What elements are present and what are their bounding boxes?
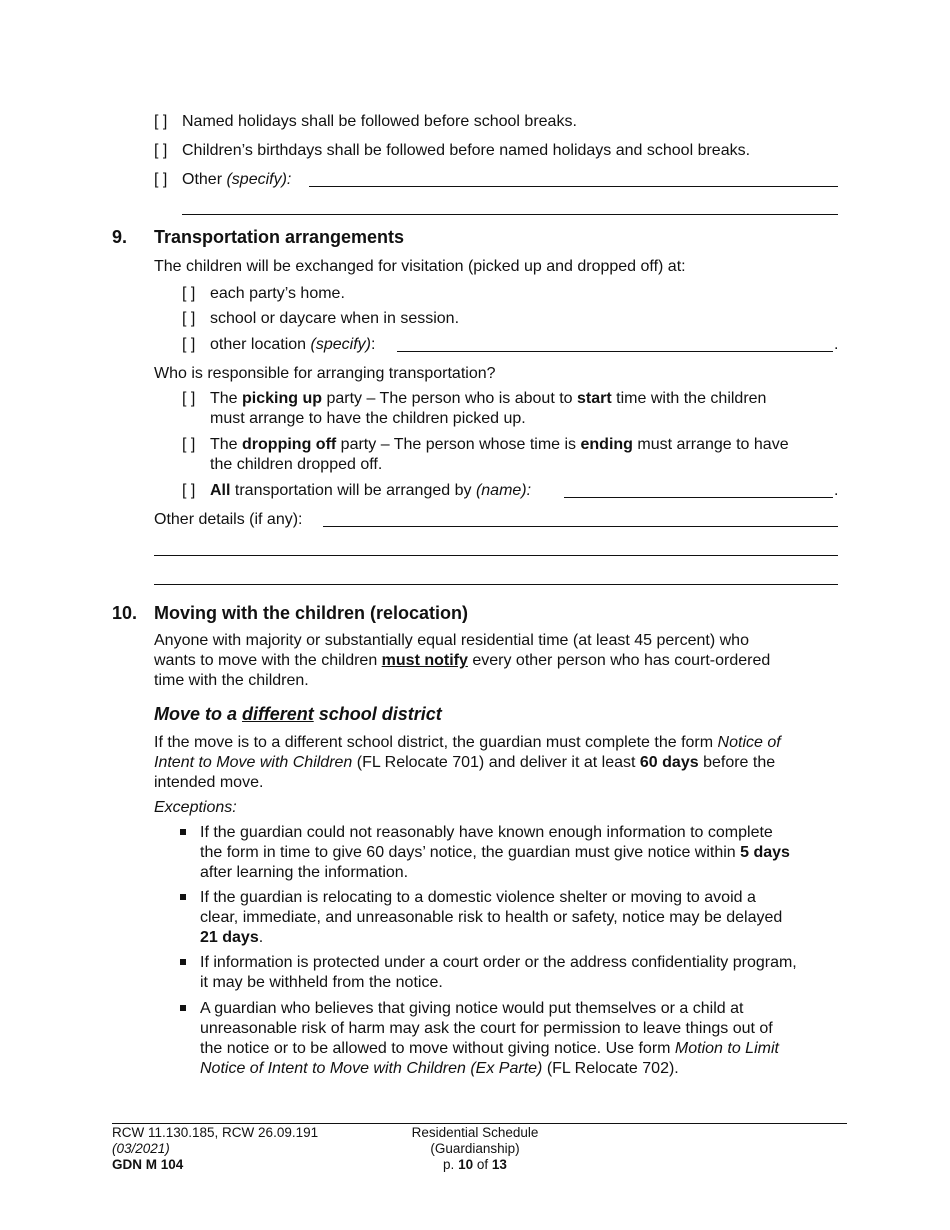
exceptions-label: Exceptions: <box>154 799 237 816</box>
other-specify-line-1[interactable] <box>309 186 838 187</box>
footer-subtitle: (Guardianship) <box>430 1141 520 1156</box>
transport-option-picking-up: [ ] The picking up party – The person who is about to start time with the children must arrange to have the children picked up. <box>182 390 767 427</box>
checkbox[interactable]: [ ] <box>154 113 168 130</box>
footer-title: Residential Schedule <box>411 1125 539 1140</box>
footer-date: (03/2021) <box>112 1141 170 1156</box>
footer-rcw: RCW 11.130.185, RCW 26.09.191 <box>112 1125 319 1140</box>
location-option-home: [ ] each party’s home. <box>182 285 345 302</box>
holiday-option-birthdays: [ ] Children’s birthdays shall be followed before named holidays and school breaks. <box>154 142 751 159</box>
bullet-icon <box>180 894 186 900</box>
footer-left <box>112 1125 318 1173</box>
section-9-title: Transportation arrangements <box>154 227 405 247</box>
section-9-number: 9. <box>112 227 128 247</box>
bullet-icon <box>180 959 186 965</box>
checkbox[interactable]: [ ] <box>182 482 196 499</box>
checkbox[interactable]: [ ] <box>182 310 196 327</box>
footer-page-number: p. 10 of 13 <box>443 1157 507 1172</box>
footer-divider <box>112 1123 847 1124</box>
location-option-school: [ ] school or daycare when in session. <box>182 310 460 327</box>
other-details-line-2[interactable] <box>154 555 838 556</box>
transport-question: Who is responsible for arranging transportation? <box>154 365 496 382</box>
section-10-number: 10. <box>112 603 138 623</box>
checkbox[interactable]: [ ] <box>154 142 168 159</box>
transport-option-all: [ ] All transportation will be arranged by (name): <box>182 482 532 499</box>
transport-option-dropping-off: [ ] The dropping off party – The person whose time is ending must arrange to have the children dropped off. <box>182 436 789 473</box>
period: . <box>834 336 839 353</box>
other-details-line-1[interactable] <box>323 526 838 527</box>
footer-center <box>395 1125 555 1173</box>
exception-item: A guardian who believes that giving notice would put themselves or a child at unreasonable risk of harm may ask the court for permission to leave things out of the notice or to be allowed to move without giving notice. Use form Motion to Limit Notice of Intent to Move with Children (Ex Parte) (FL Relocate 702). <box>200 1000 779 1077</box>
exception-item: If the guardian is relocating to a domestic violence shelter or moving to avoid a clear, immediate, and unreasonable risk to health or safety, notice may be delayed 21 days. <box>200 889 783 946</box>
relocation-intro: Anyone with majority or substantially equal residential time (at least 45 percent) who wants to move with the children must notify every other person who has court-ordered time with the children. <box>154 632 771 689</box>
period: . <box>834 482 839 499</box>
location-option-other: [ ] other location (specify): <box>182 336 376 353</box>
holiday-option-named: [ ] Named holidays shall be followed before school breaks. <box>154 113 577 130</box>
other-location-line[interactable] <box>397 351 833 352</box>
other-specify-line-2[interactable] <box>182 214 838 215</box>
holiday-option-other: [ ] Other (specify): <box>154 171 292 188</box>
section-10-title: Moving with the children (relocation) <box>154 603 469 623</box>
bullet-icon <box>180 1005 186 1011</box>
arranger-name-line[interactable] <box>564 497 833 498</box>
exception-item: If the guardian could not reasonably have known enough information to complete the form in time to give 60 days’ notice, the guardian must give notice within 5 days after learning the information. <box>200 824 790 881</box>
subheading-different-district: Move to a different school district <box>154 704 442 724</box>
checkbox[interactable]: [ ] <box>182 390 196 407</box>
exchange-intro: The children will be exchanged for visitation (picked up and dropped off) at: <box>154 258 686 275</box>
checkbox[interactable]: [ ] <box>182 285 196 302</box>
different-district-paragraph: If the move is to a different school district, the guardian must complete the form Notice of Intent to Move with Children (FL Relocate 701) and deliver it at least 60 days before the intended move. <box>154 734 781 791</box>
bullet-icon <box>180 829 186 835</box>
footer-form-code: GDN M 104 <box>112 1157 184 1172</box>
other-details-label: Other details (if any): <box>154 511 303 528</box>
checkbox[interactable]: [ ] <box>182 436 196 453</box>
exception-item: If information is protected under a court order or the address confidentiality program, it may be withheld from the notice. <box>200 954 797 991</box>
other-details-line-3[interactable] <box>154 584 838 585</box>
checkbox[interactable]: [ ] <box>154 171 168 188</box>
checkbox[interactable]: [ ] <box>182 336 196 353</box>
